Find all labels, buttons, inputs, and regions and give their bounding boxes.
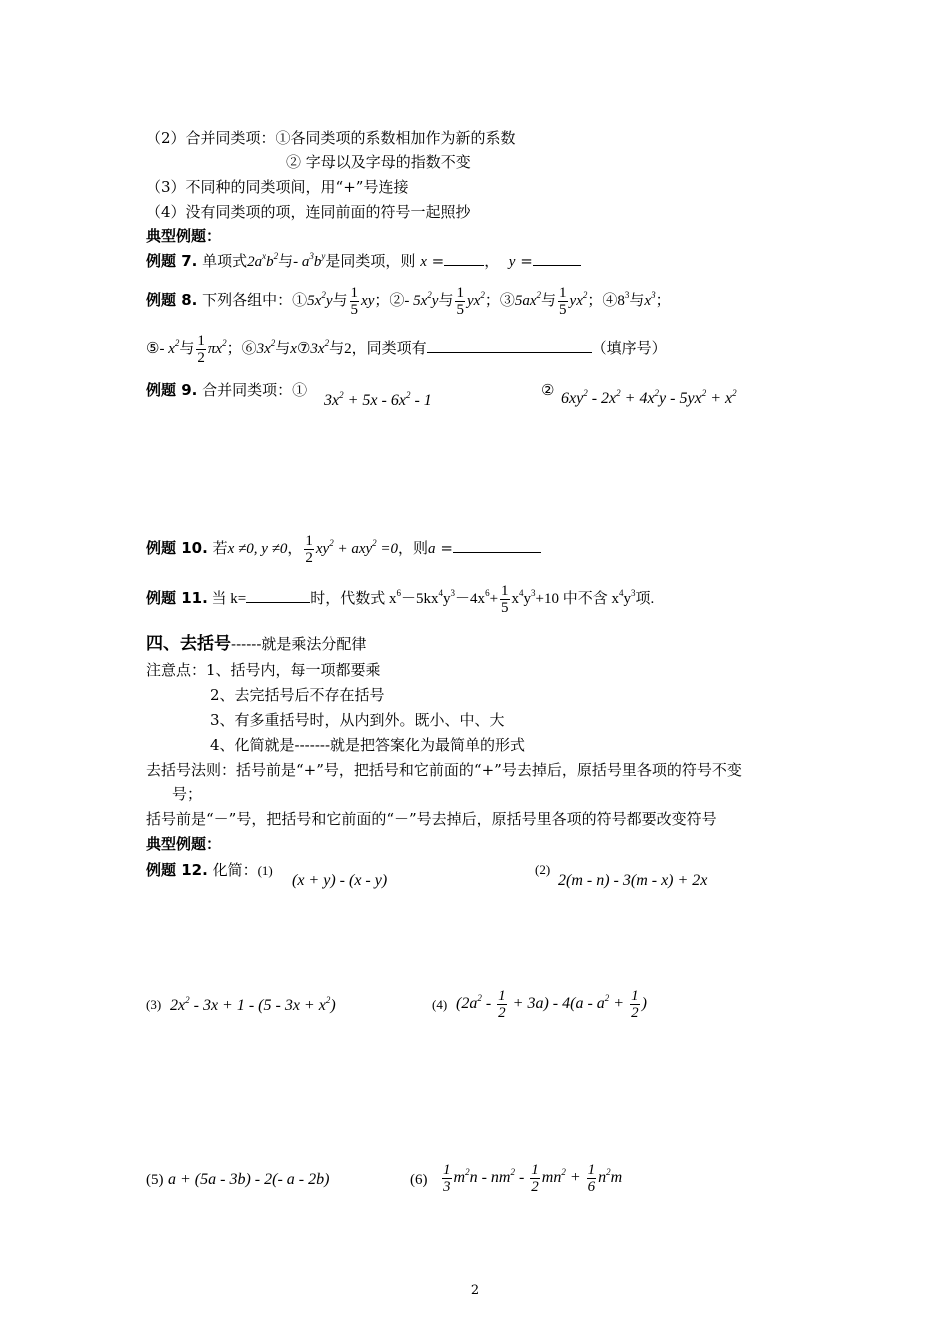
example-12-p4: (4) (432, 997, 448, 1012)
example-12-expr3: $2x^2 - 3x + 1 - (5 - 3x + x^2)$ (170, 995, 336, 1014)
example-12-expr5: a + (5a - 3b) - 2(- a - 2b) (168, 1171, 330, 1188)
rule-3: （3）不同种的同类项间，用“+”号连接 (146, 178, 409, 196)
rule-4: （4）没有同类项的项，连同前面的符号一起照抄 (146, 203, 471, 221)
bracket-rule-1: 去括号法则：括号前是“+”号，把括号和它前面的“+”号去掉后，原括号里各项的符号不变 (146, 761, 742, 779)
example-11: 例题 11. 当 k= 时，代数式 $x^6-5kx^4y^3-4x^6+$ $\frac{1}{5}$ $x^4y^3+10$ 中不含 $x^4y^3$项. (146, 583, 655, 617)
rule-2b: ② 字母以及字母的指数不变 (286, 153, 471, 171)
example-10: 例题 10. 若x ≠0, y ≠0， $\frac{1}{2}$ $xy^2 + axy^2 =0$，则a = (146, 530, 541, 567)
note-2: 2、去完括号后不存在括号 (210, 686, 385, 704)
example-8-line1: 例题 8. 下列各组中：$①5x^2y$与 $\frac{1}{5}$ xy；②- $5x^2y$与 $\frac{1}{5}$ $yx^2$；$③5ax^2$与 $\frac{1}{5}$ $yx^2$；$④8^3$与$x^3$； (146, 284, 671, 318)
example-12-expr6: $\frac{1}{3}$ $m^2n - nm^2$ - $\frac{1}{2}$ $mn^2$ + $\frac{1}{6}$ $n^2m$ (443, 1161, 623, 1195)
example-12-p3: (3) (146, 997, 162, 1012)
section4-title: 四、去括号------就是乘法分配律 (146, 634, 367, 654)
examples-heading-2: 典型例题： (146, 835, 222, 853)
example-8-line2: ⑤- $x^2$与 $\frac{1}{2}$ $\pi x^2$；$⑥3x^2$与$x⑦3x^2$与2，同类项有 （填序号） (146, 332, 667, 366)
example-9-expr1: $3x^2 + 5x - 6x^2 - 1$ (324, 390, 432, 409)
example-12-expr4: ($2a^2$ - $\frac{1}{2}$ + $3a) - 4(a - a^2$ + $\frac{1}{2}$ ) (456, 987, 647, 1021)
bracket-rule-2: 括号前是“－”号，把括号和它前面的“－”号去掉后，原括号里各项的符号都要改变符号 (146, 810, 717, 828)
example-12: 例题 12. 化简：(1) (146, 861, 273, 879)
example-7: 例题 7. 单项式$2a^xb^2$与- $a^3b^y$是同类项，则 x = ， y = (146, 251, 581, 272)
example-12-p6: (6) (410, 1172, 428, 1188)
bracket-rule-1-cont: 号； (172, 785, 203, 803)
example-12-expr1: (x + y) - (x - y) (292, 872, 388, 889)
note-1: 注意点：1、括号内，每一项都要乘 (146, 661, 381, 679)
example-12-expr2: 2(m - n) - 3(m - x) + 2x (558, 872, 708, 889)
example-9-expr2: $6xy^2 - 2x^2 + 4x^2y - 5yx^2 + x^2$ (561, 388, 737, 407)
example-9-c2: ② (541, 381, 555, 399)
example-9: 例题 9. 合并同类项：① (146, 381, 308, 399)
note-3: 3、有多重括号时，从内到外。既小、中、大 (210, 711, 505, 729)
example-12-p2: (2) (535, 862, 551, 877)
rule-2a: （2）合并同类项：①各同类项的系数相加作为新的系数 (146, 129, 516, 147)
page-number: 2 (470, 1283, 480, 1298)
example-12-p5: (5) (146, 1172, 164, 1188)
note-4: 4、化简就是-------就是把答案化为最简单的形式 (210, 736, 526, 754)
examples-heading-1: 典型例题： (146, 227, 222, 245)
